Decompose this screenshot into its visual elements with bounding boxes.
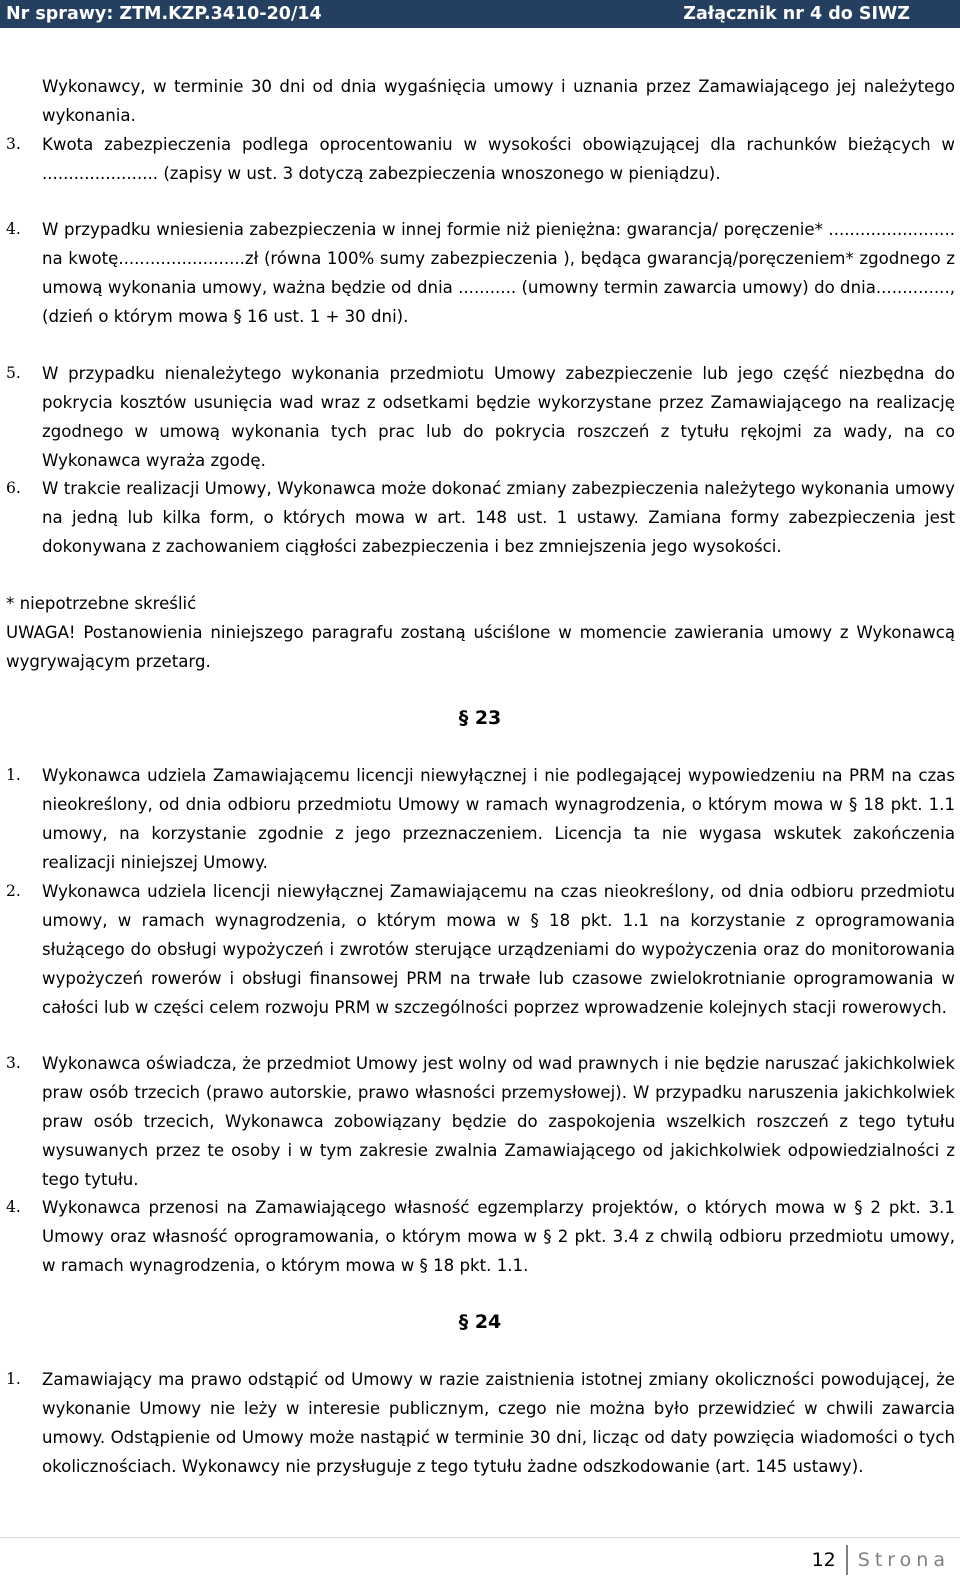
item-number: 1. bbox=[6, 766, 21, 784]
page-number: 12 bbox=[811, 1549, 836, 1571]
footer-separator bbox=[846, 1545, 848, 1575]
footer-divider bbox=[0, 1537, 960, 1538]
list-item: W trakcie realizacji Umowy, Wykonawca może dokonać zmiany zabezpieczenia należytego wykonania umowy na jedną lub kilka form, o których mowa w art. 148 ust. 1 ustawy. Zamiana formy zabezpieczenia jest dokonywana z zachowaniem ciągłości zabezpieczenia i bez zmniejszenia jego wysokości. bbox=[42, 479, 955, 556]
item-number: 5. bbox=[6, 364, 21, 382]
list-item: W przypadku wniesienia zabezpieczenia w innej formie niż pieniężna: gwarancja/ poręczenie* ........................ na kwotę........................zł (równa 100% sumy zabezpieczenia ), będąca gwarancją/poręczeniem* zgodnego z umową wykonania umowy, ważna będzie od dnia ........... (umowny termin zawarcia umowy) do dnia.............., (dzień o którym mowa § 16 ust. 1 + 30 dni). bbox=[42, 220, 955, 326]
footnote: * niepotrzebne skreślić bbox=[6, 594, 197, 613]
case-number: Nr sprawy: ZTM.KZP.3410-20/14 bbox=[6, 4, 322, 24]
section-heading-23: § 23 bbox=[458, 707, 502, 729]
page-header bbox=[0, 0, 960, 28]
item-number: 1. bbox=[6, 1370, 21, 1388]
list-item: Kwota zabezpieczenia podlega oprocentowaniu w wysokości obowiązującej dla rachunków bieżących w ...................... (zapisy w ust. 3 dotyczą zabezpieczenia wnoszonego w pieniądzu). bbox=[42, 135, 955, 183]
intro-continuation: Wykonawcy, w terminie 30 dni od dnia wygaśnięcia umowy i uznania przez Zamawiającego jej należytego wykonania. bbox=[42, 77, 955, 125]
item-number: 4. bbox=[6, 1198, 21, 1216]
list-item: Wykonawca udziela Zamawiającemu licencji niewyłącznej i nie podlegającej wypowiedzeniu na PRM na czas nieokreślony, od dnia odbioru przedmiotu Umowy w ramach wynagrodzenia, o którym mowa w § 18 pkt. 1.1 umowy, na korzystanie zgodnie z jego przeznaczeniem. Licencja ta nie wygasa wskutek zakończenia realizacji niniejszej Umowy. bbox=[42, 766, 955, 872]
item-number: 3. bbox=[6, 1054, 21, 1072]
attachment-label: Załącznik nr 4 do SIWZ bbox=[683, 4, 910, 24]
section-heading-24: § 24 bbox=[458, 1311, 502, 1333]
list-item: Zamawiający ma prawo odstąpić od Umowy w razie zaistnienia istotnej zmiany okoliczności powodującej, że wykonanie Umowy nie leży w interesie publicznym, czego nie można było przewidzieć w chwili zawarcia umowy. Odstąpienie od Umowy może nastąpić w terminie 30 dni, licząc od daty powzięcia wiadomości o tych okolicznościach. Wykonawcy nie przysługuje z tego tytułu żadne odszkodowanie (art. 145 ustawy). bbox=[42, 1370, 955, 1476]
page-label: Strona bbox=[857, 1549, 950, 1571]
item-number: 3. bbox=[6, 135, 21, 153]
item-number: 2. bbox=[6, 882, 21, 900]
item-number: 4. bbox=[6, 220, 21, 238]
list-item: W przypadku nienależytego wykonania przedmiotu Umowy zabezpieczenie lub jego część niezbędna do pokrycia kosztów usunięcia wad wraz z odsetkami będzie wykorzystane przez Zamawiającego na realizację zgodnego w umową wykonania tych prac lub do pokrycia roszczeń z tytułu rękojmi za wady, na co Wykonawca wyraża zgodę. bbox=[42, 364, 955, 470]
list-item: Wykonawca udziela licencji niewyłącznej Zamawiającemu na czas nieokreślony, od dnia odbioru przedmiotu umowy, w ramach wynagrodzenia, o którym mowa w § 18 pkt. 1.1 na korzystanie z oprogramowania służącego do obsługi wypożyczeń i zwrotów sterujące urządzeniami do wypożyczenia oraz do monitorowania wypożyczeń rowerów i obsługi finansowej PRM na trwałe lub czasowe zwielokrotnianie oprogramowania w całości lub w części celem rozwoju PRM w szczególności poprzez wprowadzenie kolejnych stacji rowerowych. bbox=[42, 882, 955, 1017]
page-footer bbox=[812, 1543, 950, 1577]
item-number: 6. bbox=[6, 479, 21, 497]
list-item: Wykonawca oświadcza, że przedmiot Umowy jest wolny od wad prawnych i nie będzie naruszać jakichkolwiek praw osób trzecich (prawo autorskie, prawo własności przemysłowej). W przypadku naruszenia jakichkolwiek praw osób trzecich, Wykonawca zobowiązany będzie do zaspokojenia wszelkich roszczeń z tego tytułu wysuwanych przez te osoby i w tym zakresie zwalnia Zamawiającego od jakichkolwiek odpowiedzialności z tego tytułu. bbox=[42, 1054, 955, 1189]
list-item: Wykonawca przenosi na Zamawiającego własność egzemplarzy projektów, o których mowa w § 2 pkt. 3.1 Umowy oraz własność oprogramowania, o którym mowa w § 2 pkt. 3.4 z chwilą odbioru przedmiotu umowy, w ramach wynagrodzenia, o którym mowa w § 18 pkt. 1.1. bbox=[42, 1198, 955, 1275]
warning-note: UWAGA! Postanowienia niniejszego paragrafu zostaną uściślone w momencie zawierania umowy z Wykonawcą wygrywającym przetarg. bbox=[6, 623, 955, 671]
